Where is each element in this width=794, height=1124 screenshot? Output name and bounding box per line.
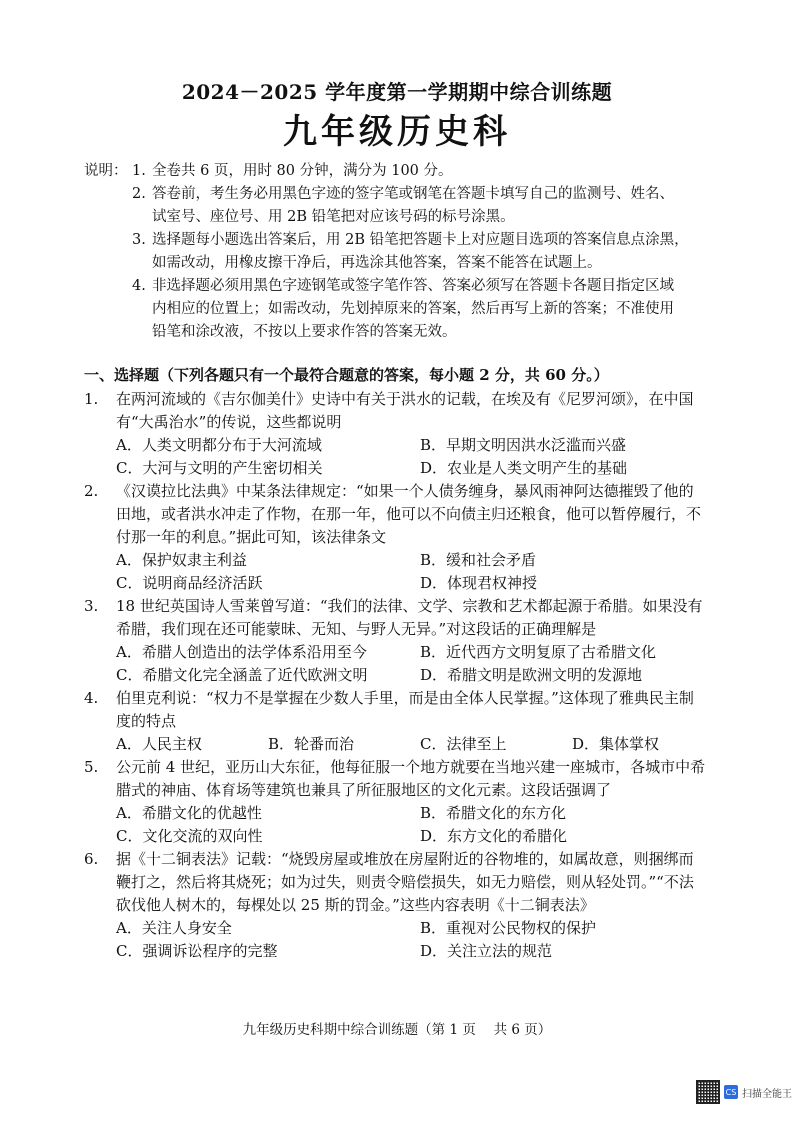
option-d: D．集体掌权 xyxy=(572,735,660,753)
question-1-options xyxy=(84,434,724,480)
instructions xyxy=(84,160,724,344)
question-6: 6. 据《十二铜表法》记载：“烧毁房屋或堆放在房屋附近的谷物堆的，如属故意，则捆绑而 鞭打之，然后将其烧死；如为过失，则责令赔偿损失，如无力赔偿，则从轻处罚。”“不法 砍伐他人树木的，每棵处以 25 斯的罚金。”这些内容表明《十二铜表法》 A．关注人身安全 B．重视对公民物权的保护 C．强调诉讼程序的完整 D．关注立法的规范 xyxy=(84,848,724,963)
option-a: A．希腊人创造出的法学体系沿用至今 xyxy=(116,643,367,661)
option-d: D．关注立法的规范 xyxy=(420,942,553,960)
option-a: A．关注人身安全 xyxy=(116,919,232,937)
option-c: C．说明商品经济活跃 xyxy=(116,574,263,592)
camscanner-logo-icon: CS xyxy=(724,1085,738,1099)
option-d: D．体现君权神授 xyxy=(420,574,538,592)
question-list xyxy=(84,388,724,963)
question-3: 3. 18 世纪英国诗人雪莱曾写道：“我们的法律、文学、宗教和艺术都起源于希腊。如果没有 希腊，我们现在还可能蒙昧、无知、与野人无异。”对这段话的正确理解是 A．希腊人创造出的法学体系沿用至今 B．近代西方文明复原了古希腊文化 C．希腊文化完全涵盖了近代欧洲文明 D．希腊文明是欧洲文明的发源地 xyxy=(84,595,724,687)
question-2-options xyxy=(84,549,724,595)
option-d: D．农业是人类文明产生的基础 xyxy=(420,459,628,477)
page-footer: 九年级历史科期中综合训练题（第 1 页 共 6 页） xyxy=(242,1022,552,1038)
instruction-item-3: 3. 选择题每小题选出答案后，用 2B 铅笔把答题卡上对应题目选项的答案信息点涂黑， 如需改动，用橡皮擦干净后，再选涂其他答案，答案不能答在试题上。 xyxy=(132,232,689,271)
option-b: B．近代西方文明复原了古希腊文化 xyxy=(420,643,657,661)
question-4: 4. 伯里克利说：“权力不是掌握在少数人手里，而是由全体人民掌握。”这体现了雅典民主制 度的特点 A．人民主权 B．轮番而治 C．法律至上 D．集体掌权 xyxy=(84,687,724,756)
option-b: B．早期文明因洪水泛滥而兴盛 xyxy=(420,436,627,454)
exam-title: 2024－2025 学年度第一学期期中综合训练题 xyxy=(181,80,613,104)
question-5-options xyxy=(84,802,724,848)
scanner-watermark xyxy=(696,1080,792,1104)
question-4-options xyxy=(84,733,724,756)
option-a: A．人类文明都分布于大河流域 xyxy=(116,436,322,454)
option-b: B．重视对公民物权的保护 xyxy=(420,919,597,937)
question-2: 2. 《汉谟拉比法典》中某条法律规定：“如果一个人债务缠身，暴风雨神阿达德摧毁了他的 田地，或者洪水冲走了作物，在那一年，他可以不向债主归还粮食，他可以暂停履行，不 付那一年的利息。”据此可知，该法律条文 A．保护奴隶主利益 B．缓和社会矛盾 C．说明商品经济活跃 D．体现君权神授 xyxy=(84,480,724,595)
option-d: D．希腊文明是欧洲文明的发源地 xyxy=(420,666,643,684)
qr-code-icon xyxy=(696,1080,720,1104)
question-1: 1. 在两河流域的《吉尔伽美什》史诗中有关于洪水的记载，在埃及有《尼罗河颂》，在中国 有“大禹治水”的传说，这些都说明 A．人类文明都分布于大河流域 B．早期文明因洪水泛滥而兴盛 C．大河与文明的产生密切相关 D．农业是人类文明产生的基础 xyxy=(84,388,724,480)
option-b: B．缓和社会矛盾 xyxy=(420,551,537,569)
exam-subject: 九年级历史科 xyxy=(283,112,511,152)
instruction-item-4: 4. 非选择题必须用黑色字迹钢笔或签字笔作答、答案必须写在答题卡各题目指定区域 内相应的位置上；如需改动，先划掉原来的答案，然后再写上新的答案；不准使用 铅笔和涂改液，不按以上要求作答的答案无效。 xyxy=(132,278,674,340)
option-c: C．希腊文化完全涵盖了近代欧洲文明 xyxy=(116,666,368,684)
section-heading: 一、选择题（下列各题只有一个最符合题意的答案，每小题 2 分，共 60 分。） xyxy=(84,366,609,384)
question-6-options xyxy=(84,917,724,963)
instruction-item-2: 2. 答卷前，考生务必用黑色字迹的签字笔或钢笔在答题卡填写自己的监测号、姓名、 试室号、座位号、用 2B 铅笔把对应该号码的标号涂黑。 xyxy=(132,186,674,225)
option-b: B．轮番而治 xyxy=(268,735,355,753)
option-c: C．法律至上 xyxy=(420,735,507,753)
question-3-options xyxy=(84,641,724,687)
instruction-item-1: 说明： 1. 全卷共 6 页，用时 80 分钟，满分为 100 分。 xyxy=(84,160,724,183)
option-a: A．希腊文化的优越性 xyxy=(116,804,262,822)
option-c: C．文化交流的双向性 xyxy=(116,827,263,845)
option-c: C．强调诉讼程序的完整 xyxy=(116,942,278,960)
option-b: B．希腊文化的东方化 xyxy=(420,804,567,822)
question-5: 5. 公元前 4 世纪，亚历山大东征，他每征服一个地方就要在当地兴建一座城市，各城市中希 腊式的神庙、体育场等建筑也兼具了所征服地区的文化元素。这段话强调了 A．希腊文化的优越性 B．希腊文化的东方化 C．文化交流的双向性 D．东方文化的希腊化 xyxy=(84,756,724,848)
option-c: C．大河与文明的产生密切相关 xyxy=(116,459,323,477)
option-a: A．保护奴隶主利益 xyxy=(116,551,247,569)
instructions-lead: 说明： xyxy=(84,163,128,179)
option-a: A．人民主权 xyxy=(116,735,202,753)
scanner-app-name: 扫描全能王 xyxy=(742,1088,792,1100)
option-d: D．东方文化的希腊化 xyxy=(420,827,568,845)
